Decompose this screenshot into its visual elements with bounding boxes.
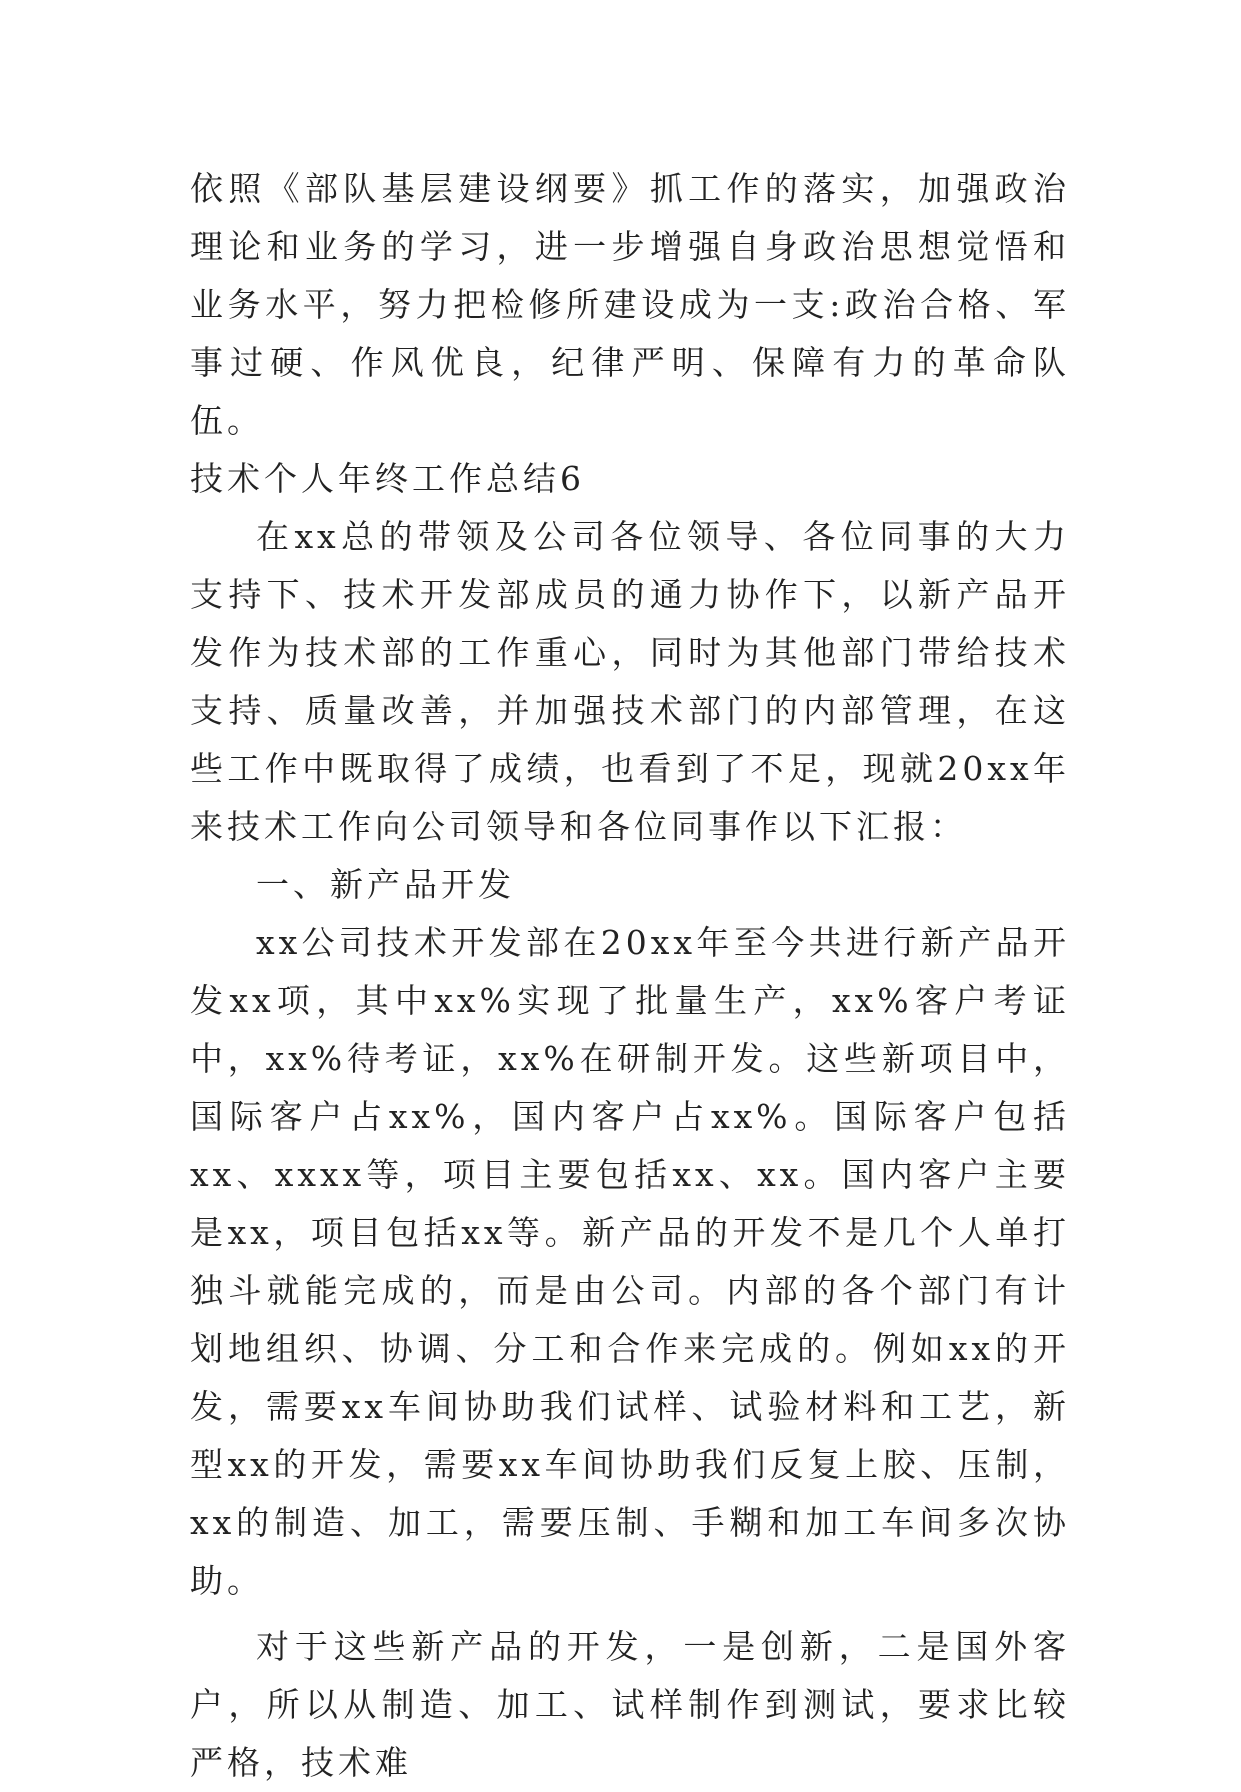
paragraph-intro: 在xx总的带领及公司各位领导、各位同事的大力支持下、技术开发部成员的通力协作下，以新产品开发作为技术部的工作重心，同时为其他部门带给技术支持、质量改善，并加强技术部门的内部管理，在这些工作中既取得了成绩，也看到了不足，现就20xx年来技术工作向公司领导和各位同事作以下汇报： [190, 517, 1070, 846]
section-title: 技术个人年终工作总结6 [190, 459, 585, 498]
paragraph-new-product-requirements: 对于这些新产品的开发，一是创新，二是国外客户，所以从制造、加工、试样制作到测试，要求比较严格，技术难 [190, 1627, 1070, 1782]
paragraph-new-product-body: xx公司技术开发部在20xx年至今共进行新产品开发xx项，其中xx%实现了批量生产，xx%客户考证中，xx%待考证，xx%在研制开发。这些新项目中，国际客户占xx%，国内客户占xx%。国际客户包括xx、xxxx等，项目主要包括xx、xx。国内客户主要是xx，项目包括xx等。新产品的开发不是几个人单打独斗就能完成的，而是由公司。内部的各个部门有计划地组织、协调、分工和合作来完成的。例如xx的开发，需要xx车间协助我们试样、试验材料和工艺，新型xx的开发，需要xx车间协助我们反复上胶、压制，xx的制造、加工，需要压制、手糊和加工车间多次协助。 [190, 923, 1070, 1600]
subheading-new-product: 一、新产品开发 [256, 865, 515, 904]
document-page [190, 160, 1070, 1792]
paragraph-conclusion: 依照《部队基层建设纲要》抓工作的落实，加强政治理论和业务的学习，进一步增强自身政治思想觉悟和业务水平，努力把检修所建设成为一支:政治合格、军事过硬、作风优良，纪律严明、保障有力的革命队伍。 [190, 169, 1070, 440]
